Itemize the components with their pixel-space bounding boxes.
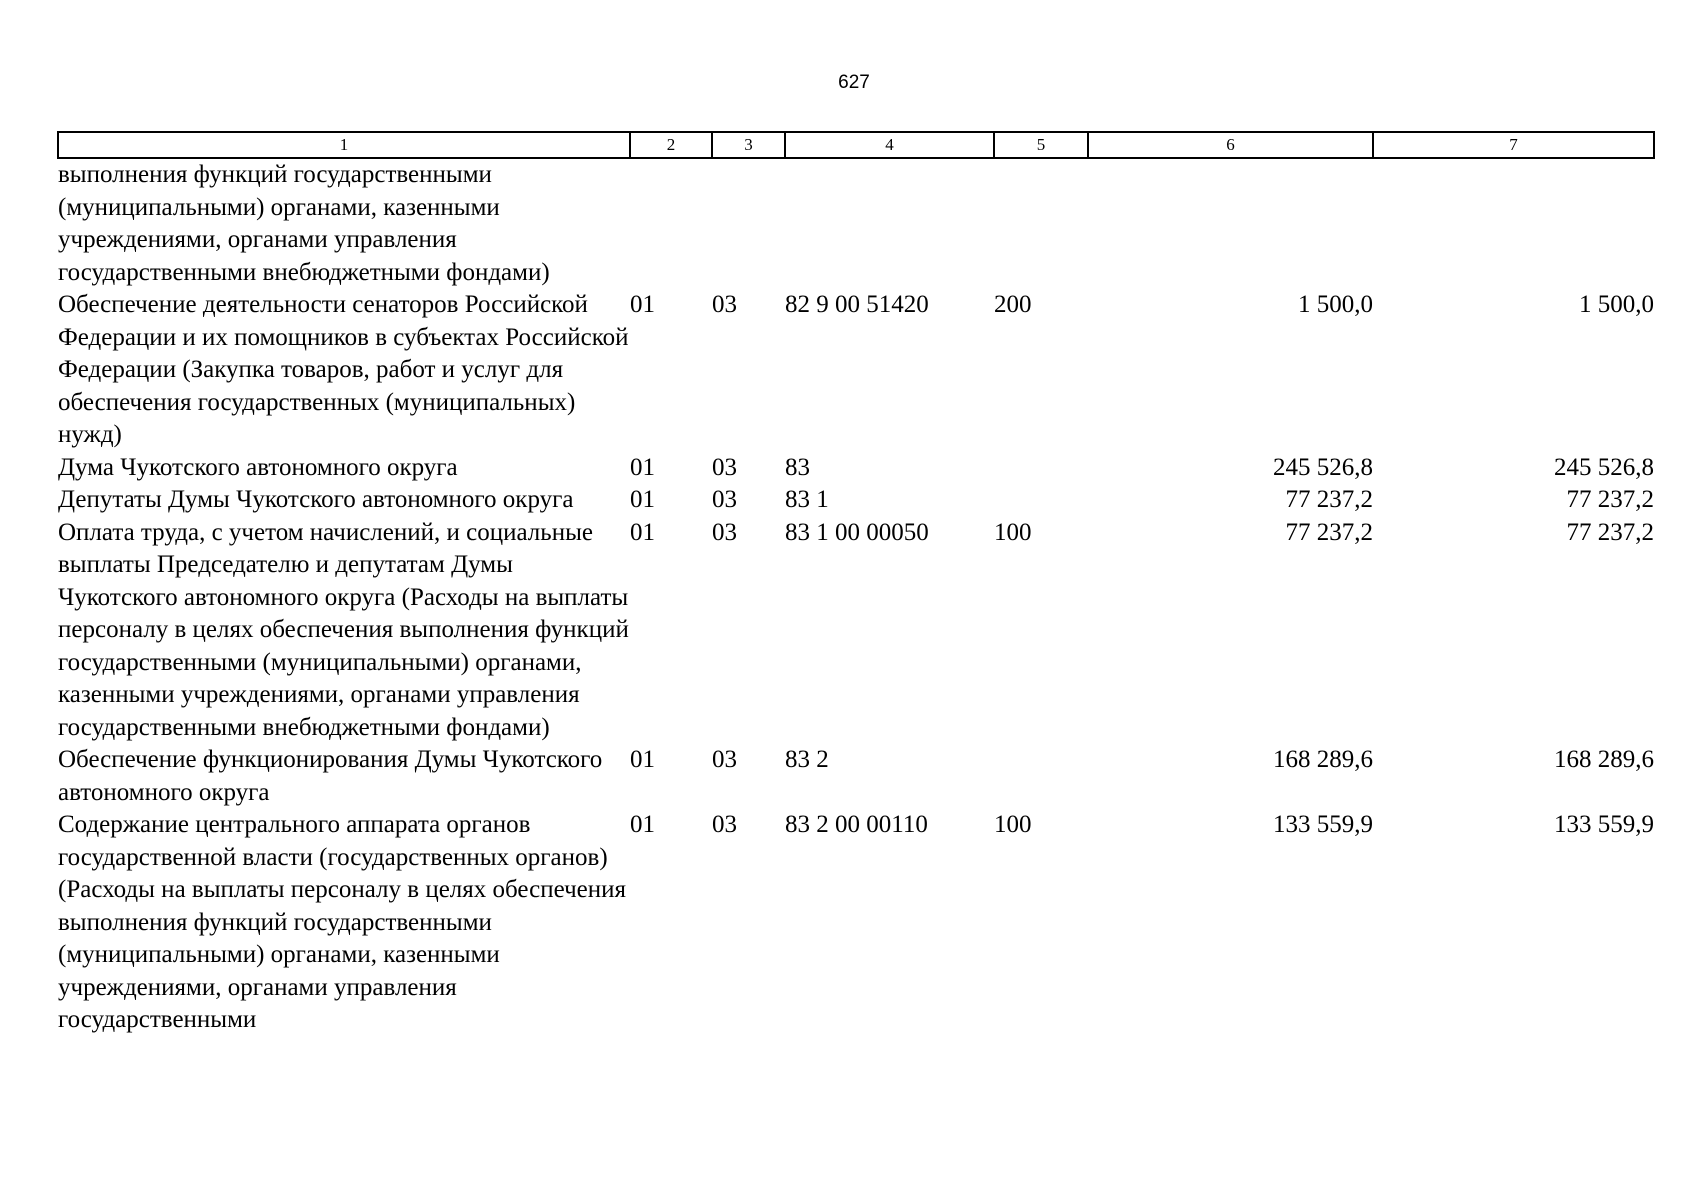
row-subsection-code [712, 158, 785, 289]
row-target-code: 83 1 00 00050 [785, 518, 929, 546]
row-expense-type: 100 [994, 518, 1032, 546]
column-header-2: 2 [630, 132, 712, 158]
budget-table [57, 131, 1655, 1037]
row-description: Обеспечение деятельности сенаторов Российской Федерации и их помощников в субъектах Российской Федерации (Закупка товаров, работ и услуг для обеспечения государственных (муниципальных) нужд) [58, 291, 629, 448]
row-subsection-code: 03 [712, 486, 737, 513]
row-description: Обеспечение функционирования Думы Чукотского автономного округа [58, 746, 603, 806]
row-section-code [630, 158, 712, 289]
column-header-6: 6 [1088, 132, 1373, 158]
row-target-code: 83 2 [785, 746, 829, 773]
table-row [58, 452, 1654, 485]
column-header-3: 3 [712, 132, 785, 158]
table-row [58, 517, 1654, 745]
row-amount-col6: 77 237,2 [1285, 486, 1373, 513]
row-expense-type [994, 158, 1088, 289]
row-subsection-code: 03 [712, 453, 737, 481]
row-amount-col7: 1 500,0 [1579, 291, 1654, 318]
column-header-7: 7 [1373, 132, 1654, 158]
row-expense-type [994, 484, 1088, 517]
row-target-code: 83 2 00 00110 [785, 811, 928, 838]
row-target-code: 82 9 00 51420 [785, 291, 929, 318]
row-description: Содержание центрального аппарата органов государственной власти (государственных органов) (Расходы на выплаты персоналу в целях обеспечения выполнения функций государственными (муниципальными) органами, казенными учреждениями, органами управления государственными [58, 811, 627, 1033]
row-subsection-code: 03 [712, 746, 737, 773]
row-section-code: 01 [630, 811, 655, 838]
row-amount-col6: 168 289,6 [1273, 746, 1373, 773]
row-description: Оплата труда, с учетом начислений, и социальные выплаты Председателю и депутатам Думы Чукотского автономного округа (Расходы на выплаты персоналу в целях обеспечения выполнения функций государственными (муниципальными) органами, казенными учреждениями, органами управления государственными внебюджетными фондами) [58, 518, 629, 741]
row-description: выполнения функций государственными (муниципальными) органами, казенными учреждениями, органами управления государственными внебюджетными фондами) [58, 161, 550, 286]
row-description: Депутаты Думы Чукотского автономного округа [58, 486, 574, 513]
row-subsection-code: 03 [712, 291, 737, 318]
table-row [58, 158, 1654, 289]
row-expense-type [994, 452, 1088, 485]
row-expense-type: 100 [994, 811, 1032, 838]
row-subsection-code: 03 [712, 811, 737, 838]
row-amount-col6 [1088, 158, 1373, 289]
page-number: 627 [838, 72, 870, 93]
row-section-code: 01 [630, 291, 655, 318]
table-row [58, 744, 1654, 809]
row-amount-col6: 77 237,2 [1285, 518, 1373, 546]
row-expense-type: 200 [994, 291, 1032, 318]
row-target-code [785, 158, 994, 289]
row-amount-col7: 77 237,2 [1566, 518, 1654, 546]
row-section-code: 01 [630, 518, 655, 546]
row-amount-col7: 133 559,9 [1554, 811, 1654, 838]
row-amount-col6: 133 559,9 [1273, 811, 1373, 838]
row-amount-col7: 245 526,8 [1554, 453, 1654, 481]
row-amount-col7 [1373, 158, 1654, 289]
row-subsection-code: 03 [712, 518, 737, 546]
table-row [58, 289, 1654, 452]
row-amount-col6: 245 526,8 [1273, 453, 1373, 481]
column-header-4: 4 [785, 132, 994, 158]
row-amount-col7: 77 237,2 [1566, 486, 1654, 513]
row-section-code: 01 [630, 746, 655, 773]
row-description: Дума Чукотского автономного округа [58, 453, 458, 481]
column-header-5: 5 [994, 132, 1088, 158]
table-row [58, 484, 1654, 517]
row-target-code: 83 1 [785, 486, 829, 513]
table-row [58, 809, 1654, 1037]
column-header-1: 1 [58, 132, 630, 158]
row-section-code: 01 [630, 486, 655, 513]
row-amount-col6: 1 500,0 [1298, 291, 1373, 318]
row-section-code: 01 [630, 453, 655, 481]
row-target-code: 83 [785, 453, 810, 481]
row-expense-type [994, 744, 1088, 809]
column-number-header [58, 132, 1654, 158]
row-amount-col7: 168 289,6 [1554, 746, 1654, 773]
